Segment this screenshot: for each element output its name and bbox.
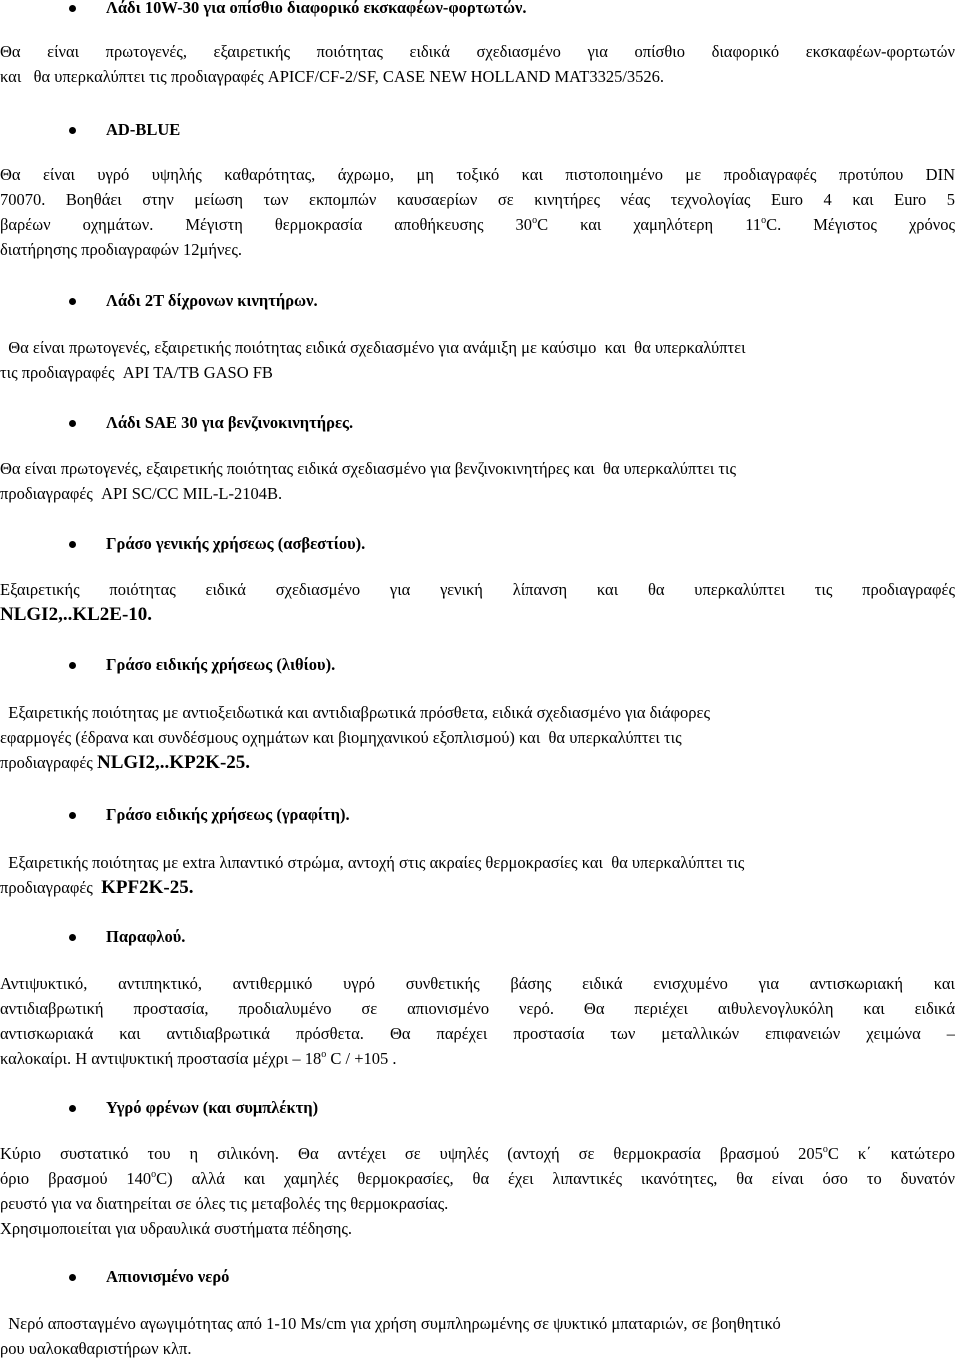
- heading-text: Λάδι 2Τ δίχρονων κινητήρων.: [106, 291, 318, 310]
- heading-text: Λάδι SAE 30 για βενζινοκινητήρες.: [106, 413, 354, 432]
- section-heading: [0, 119, 960, 143]
- paragraph: [0, 971, 955, 1071]
- heading-text: Παραφλού.: [106, 927, 186, 946]
- bullet-icon: [69, 812, 76, 819]
- text-line: Εξαιρετικής ποιότητας με αντιοξειδωτικά και αντιδιαβρωτικά πρόσθετα, ειδικά σχεδιασμένο για διάφορες: [0, 703, 710, 722]
- text-line: Νερό αποσταγμένο αγωγιμότητας από 1-10 Ms/cm για χρήση συμπληρωμένης σε ψυκτικό μπαταριών, σε βοηθητικό: [0, 1314, 781, 1333]
- bullet-icon: [69, 662, 76, 669]
- text-line: Εξαιρετικής ποιότητας με extra λιπαντικό στρώμα, αντοχή στις ακραίες θερμοκρασίες και θα υπερκαλύπτει τις: [0, 853, 745, 872]
- section-heading: [0, 412, 960, 436]
- bullet-icon: [69, 127, 76, 134]
- heading-text: Υγρό φρένων (και συμπλέκτη): [106, 1098, 319, 1117]
- section-heading: [0, 0, 960, 21]
- text-line: προδιαγραφές KPF2K-25.: [0, 877, 194, 898]
- text-line: προδιαγραφές API SC/CC MIL-L-2104B.: [0, 484, 283, 503]
- text-line: Θα είναι υγρό υψηλής καθαρότητας, άχρωμο, μη τοξικό και πιστοποιημένο με προδιαγραφές προτύπου DIN: [0, 165, 955, 184]
- text-line: Κύριο συστατικό του η σιλικόνη. Θα αντέχει σε υψηλές (αντοχή σε θερμοκρασία βρασμού 205$^o$C κ΄ κατώτερο: [0, 1144, 955, 1163]
- section-heading: [0, 533, 960, 557]
- paragraph: [0, 39, 955, 89]
- paragraph: [0, 335, 955, 385]
- text-line: τις προδιαγραφές API TA/TB GASO FB: [0, 363, 273, 382]
- heading-text: Γράσο γενικής χρήσεως (ασβεστίου).: [106, 534, 366, 553]
- bullet-icon: [69, 541, 76, 548]
- paragraph: [0, 700, 955, 775]
- section-heading: [0, 804, 960, 828]
- text-line: ρευστό για να διατηρείται σε όλες τις μεταβολές της θερμοκρασίας.: [0, 1194, 449, 1213]
- text-line: Εξαιρετικής ποιότητας ειδικά σχεδιασμένο για γενική λίπανση και θα υπερκαλύπτει τις προδιαγραφές: [0, 580, 955, 599]
- bullet-icon: [69, 934, 76, 941]
- section-heading: [0, 290, 960, 314]
- text-line: προδιαγραφές NLGI2,..KP2K-25.: [0, 752, 251, 773]
- section-heading: [0, 1097, 960, 1121]
- bullet-icon: [69, 298, 76, 305]
- text-line: ρου υαλοκαθαριστήρων κλπ.: [0, 1339, 192, 1358]
- paragraph: [0, 850, 955, 900]
- text-line: διατήρησης προδιαγραφών 12μήνες.: [0, 240, 242, 259]
- section-heading: [0, 926, 960, 950]
- bullet-icon: [69, 1274, 76, 1281]
- heading-text: Γράσο ειδικής χρήσεως (λιθίου).: [106, 655, 336, 674]
- section-heading: [0, 1266, 960, 1290]
- section-heading: [0, 654, 960, 678]
- heading-text: AD-BLUE: [106, 120, 181, 139]
- text-line: Θα είναι πρωτογενές, εξαιρετικής ποιότητας ειδικά σχεδιασμένο για οπίσθιο διαφορικό εκσκαφέων-φορτωτών: [0, 42, 955, 61]
- text-line: Θα είναι πρωτογενές, εξαιρετικής ποιότητας ειδικά σχεδιασμένο για βενζινοκινητήρες και θα υπερκαλύπτει τις: [0, 459, 737, 478]
- text-line: όριο βρασμού 140$^o$C) αλλά και χαμηλές θερμοκρασίες, θα έχει λιπαντικές ικανότητες, θα είναι όσο το δυνατόν: [0, 1169, 955, 1188]
- text-line: και θα υπερκαλύπτει τις προδιαγραφές APICF/CF-2/SF, CASE NEW HOLLAND MAT3325/3526.: [0, 67, 665, 86]
- text-line: NLGI2,..KL2E-10.: [0, 604, 153, 625]
- text-line: Αντιψυκτικό, αντιπηκτικό, αντιθερμικό υγρό συνθετικής βάσης ειδικά ενισχυμένο για αντισκωριακή και: [0, 974, 955, 993]
- paragraph: [0, 1311, 955, 1361]
- heading-text: Απιονισμένο νερό: [106, 1267, 230, 1286]
- text-line: εφαρμογές (έδρανα και συνδέσμους οχημάτων και βιομηχανικού εξοπλισμού) και θα υπερκαλύπτει τις: [0, 728, 682, 747]
- bullet-icon: [69, 5, 76, 12]
- paragraph: [0, 1141, 955, 1241]
- heading-text: Γράσο ειδικής χρήσεως (γραφίτη).: [106, 805, 350, 824]
- heading-text: Λάδι 10W-30 για οπίσθιο διαφορικό εκσκαφέων-φορτωτών.: [106, 0, 527, 17]
- text-line: αντιδιαβρωτική προστασία, προδιαλυμένο σε απιονισμένο νερό. Θα περιέχει αιθυλενογλυκόλη και ειδικά: [0, 999, 955, 1018]
- paragraph: [0, 577, 955, 627]
- text-line: 70070. Βοηθάει στην μείωση των εκπομπών καυσαερίων σε κινητήρες νέας τεχνολογίας Euro 4 και Euro 5: [0, 190, 955, 209]
- paragraph: [0, 162, 955, 262]
- text-line: βαρέων οχημάτων. Μέγιστη θερμοκρασία αποθήκευσης 30$^o$C και χαμηλότερη 11$^o$C. Μέγιστος χρόνος: [0, 215, 955, 234]
- text-line: Χρησιμοποιείται για υδραυλικά συστήματα πέδησης.: [0, 1219, 353, 1238]
- paragraph: [0, 456, 955, 506]
- bullet-icon: [69, 1105, 76, 1112]
- text-line: καλοκαίρι. Η αντιψυκτική προστασία μέχρι – 18$^o$ C / +105 .: [0, 1049, 397, 1068]
- bullet-icon: [69, 420, 76, 427]
- text-line: αντισκωριακά και αντιδιαβρωτικά πρόσθετα. Θα παρέχει προστασία των μεταλλικών επιφανειών χειμώνα –: [0, 1024, 955, 1043]
- text-line: Θα είναι πρωτογενές, εξαιρετικής ποιότητας ειδικά σχεδιασμένο για ανάμιξη με καύσιμο και θα υπερκαλύπτει: [0, 338, 746, 357]
